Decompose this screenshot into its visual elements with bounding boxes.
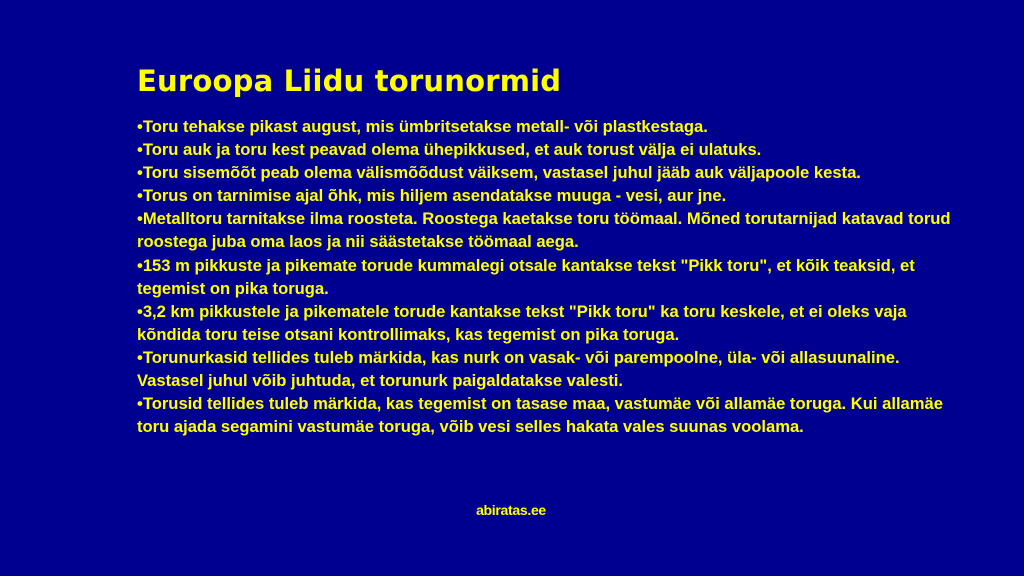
bullet-item: • Toru sisemõõt peab olema välismõõdust väiksem, vastasel juhul jääb auk väljapoole kesta. [137, 161, 967, 184]
bullet-item: • 3,2 km pikkustele ja pikematele torude kantakse tekst "Pikk toru" ka toru keskele, et ei oleks vaja kõndida toru teise otsani kontrollimaks, kas tegemist on pika toruga. [137, 300, 967, 346]
bullet-item: • Torunurkasid tellides tuleb märkida, kas nurk on vasak- või parempoolne, üla- või allasuunaline. Vastasel juhul võib juhtuda, et torunurk paigaldatakse valesti. [137, 346, 967, 392]
slide-title: Euroopa Liidu torunormid [137, 64, 562, 98]
bullet-item: • Torusid tellides tuleb märkida, kas tegemist on tasase maa, vastumäe või allamäe toruga. Kui allamäe toru ajada segamini vastumäe toruga, võib vesi selles hakata vales suunas voolama. [137, 392, 967, 438]
bullet-item: • Toru auk ja toru kest peavad olema ühepikkused, et auk torust välja ei ulatuks. [137, 138, 967, 161]
footer-source: abiratas.ee [476, 502, 546, 518]
bullet-item: • Torus on tarnimise ajal õhk, mis hiljem asendatakse muuga - vesi, aur jne. [137, 184, 967, 207]
bullet-item: • Toru tehakse pikast august, mis ümbritsetakse metall- või plastkestaga. [137, 115, 967, 138]
bullet-list [137, 115, 967, 438]
bullet-item: • Metalltoru tarnitakse ilma roosteta. Roostega kaetakse toru töömaal. Mõned torutarnijad katavad torud roostega juba oma laos ja nii säästetakse töömaal aega. [137, 207, 967, 253]
bullet-item: • 153 m pikkuste ja pikemate torude kummalegi otsale kantakse tekst "Pikk toru", et kõik teaksid, et tegemist on pika toruga. [137, 254, 967, 300]
